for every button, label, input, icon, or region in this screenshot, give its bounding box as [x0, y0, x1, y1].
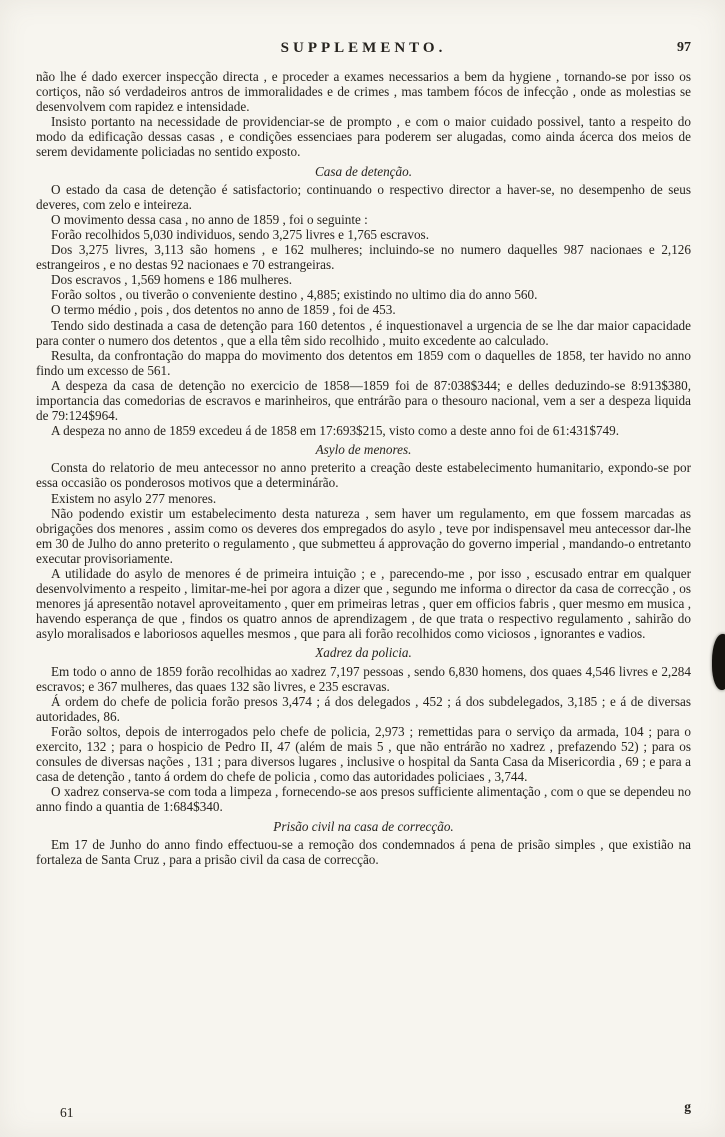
paragraph: O termo médio , pois , dos detentos no anno de 1859 , foi de 453. [51, 302, 396, 318]
section-heading-xadrez-da-policia: Xadrez da policia. [315, 645, 412, 661]
page-number: 97 [677, 40, 691, 55]
paragraph: Não podendo existir um estabelecimento desta natureza , sem haver um regulamento, em que fossem marcadas as obrigações dos menores , assim como os deveres dos empregados do asylo , teve por indispensavel meu antecessor dar-lhe em 30 de Julho do anno preterito o regulamento , que submetteu á approvação do governo imperial , mandando-o entretanto executar provisoriamente. [36, 505, 691, 566]
paragraph: Em todo o anno de 1859 forão recolhidas ao xadrez 7,197 pessoas , sendo 6,830 homens, dos quaes 4,546 livres e 2,284 escravos; e 367 mulheres, das quaes 132 são livres, e 235 escravas. [36, 663, 691, 694]
paragraph: O xadrez conserva-se com toda a limpeza , fornecendo-se aos presos sufficiente alimentação , com o que se dependeu no anno findo a quantia de 1:684$340. [36, 784, 691, 815]
footer-signature-letter: g [684, 1099, 691, 1114]
paragraph: Forão soltos, depois de interrogados pelo chefe de policia, 2,973 ; remettidas para o serviço da armada, 104 ; para o exercito, 132 ; para o hospicio de Pedro II, 47 (além de mais 5 , que não entrárão no xadrez , prefazendo 52) ; para os consules de diversas nações , 131 ; para diversos lugares , inclusive o hospital da Santa Casa da Misericordia , 69 ; e para a casa de detenção , tanto á ordem do chefe de policia , como das autoridades policiaes , 3,744. [36, 723, 691, 785]
paragraph: A despeza no anno de 1859 excedeu á de 1858 em 17:693$215, visto como a deste anno foi de 61:431$749. [51, 423, 620, 439]
paragraph: Forão soltos , ou tiverão o conveniente destino , 4,885; existindo no ultimo dia do anno 560. [51, 287, 538, 303]
paragraph: Resulta, da confrontação do mappa do movimento dos detentos em 1859 com o daquelles de 1858, ter havido no anno findo um excesso de 561. [36, 347, 691, 378]
paragraph-continuation: não lhe é dado exercer inspecção directa , e proceder a exames necessarios a bem da hygiene , tornando-se por isso os cortiços, não só verdadeiros antros de immoralidades e de crimes , mas tambem fócos de infecção , onde as molestias se desenvolvem com rapidez e intensidade. [36, 69, 691, 115]
paragraph: A despeza da casa de detenção no exercicio de 1858—1859 foi de 87:038$344; e delles deduzindo-se 8:913$380, importancia das comedorias de escravos e marinheiros, que entrárão para o thesouro nacional, vem a ser a despeza liquida de 79:124$964. [36, 377, 691, 424]
section-heading-asylo-de-menores: Asylo de menores. [315, 442, 412, 458]
document-body [36, 69, 691, 867]
paragraph: Insisto portanto na necessidade de providenciar-se de prompto , e com o maior cuidado possivel, tanto a respeito do modo da edificação dessas casas , e condições essenciaes para poderem ser alugadas, como ainda ácerca dos meios de serem devidamente policiadas no sentido exposto. [36, 114, 691, 160]
ink-blot-artifact [712, 634, 725, 690]
footer-signature-number: 61 [60, 1105, 74, 1120]
paragraph: O movimento dessa casa , no anno de 1859 , foi o seguinte : [51, 211, 368, 227]
paragraph: Consta do relatorio de meu antecessor no anno preterito a creação deste estabelecimento humanitario, expondo-se por essa occasião os ponderosos motivos que a determinárão. [36, 460, 691, 491]
paragraph: Existem no asylo 277 menores. [51, 490, 217, 506]
page-header [36, 40, 691, 58]
paragraph: Tendo sido destinada a casa de detenção para 160 detentos , é inquestionavel a urgencia de se lhe dar maior capacidade para conter o numero dos detentos , que a ella têm sido recolhido , muito excedente ao calculado. [36, 317, 691, 348]
paragraph: O estado da casa de detenção é satisfactorio; continuando o respectivo director a haver-se, no desempenho de seus deveres, com zelo e inteireza. [36, 181, 691, 212]
paragraph: Dos escravos , 1,569 homens e 186 mulheres. [51, 272, 292, 288]
page-footer [36, 1099, 691, 1121]
paragraph: Em 17 de Junho do anno findo effectuou-se a remoção dos condemnados á pena de prisão simples , que existião na fortaleza de Santa Cruz , para a prisão civil da casa de correcção. [36, 836, 691, 867]
paragraph: Á ordem do chefe de policia forão presos 3,474 ; á dos delegados , 452 ; á dos subdelegados, 3,185 ; e á de diversas autoridades, 86. [36, 693, 691, 724]
paragraph: Forão recolhidos 5,030 individuos, sendo 3,275 livres e 1,765 escravos. [51, 226, 429, 242]
section-heading-casa-de-detencao: Casa de detenção. [314, 163, 413, 179]
running-title: SUPPLEMENTO. [280, 40, 447, 56]
section-heading-prisao-civil: Prisão civil na casa de correcção. [273, 818, 454, 834]
paragraph: Dos 3,275 livres, 3,113 são homens , e 162 mulheres; incluindo-se no numero daquelles 987 nacionaes e 2,126 estrangeiros , e no destas 92 nacionaes e 70 estrangeiras. [36, 242, 691, 273]
paragraph: A utilidade do asylo de menores é de primeira intuição ; e , parecendo-me , por isso , escusado entrar em qualquer desenvolvimento a respeito , limitar-me-hei por agora a dizer que , segundo me informa o director da casa de correcção , os menores já apresentão notavel aproveitamento , quer em primeiras letras , quer em officios fabris , quer mesmo em musica , havendo esperança de que , findos os quatro annos de aprendizagem , de que trata o respectivo regulamento , sahirão do asylo moralisados e laboriosos aquelles mesmos , que para ali forão recolhidos como viciosos , ignorantes e vadios. [36, 566, 691, 642]
